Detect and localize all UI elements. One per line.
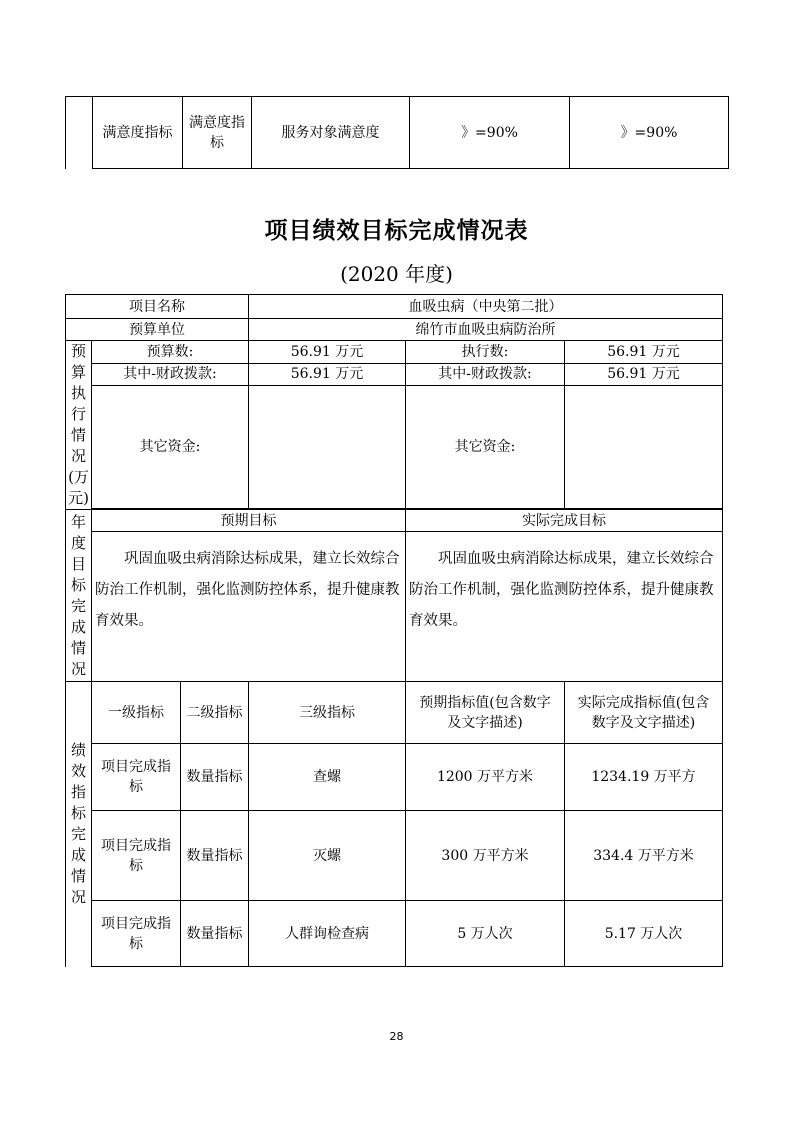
fiscal-budget-label: 其中-财政拨款: <box>92 363 249 386</box>
level3-cell: 服务对象满意度 <box>252 97 410 169</box>
page-subtitle: (2020 年度) <box>340 262 453 286</box>
row2-level2: 数量指标 <box>181 811 249 901</box>
level2-cell: 满意度指 标 <box>183 97 252 169</box>
row3-planned: 5 万人次 <box>406 901 565 967</box>
page-number: 28 <box>389 1030 404 1043</box>
planned-goal-header: 预期目标 <box>92 510 406 532</box>
other-funds-label: 其它资金: <box>92 386 249 509</box>
exec-amount-value: 56.91 万元 <box>565 341 723 364</box>
budget-unit-value: 绵竹市血吸虫病防治所 <box>249 319 723 341</box>
header-planned: 预期指标值(包含数字 及文字描述) <box>406 682 565 744</box>
header-actual: 实际完成指标值(包含 数字及文字描述) <box>565 682 723 744</box>
row3-level2: 数量指标 <box>181 901 249 967</box>
other-exec-value <box>565 386 723 509</box>
budget-section-label: 预 算 执 行 情 况 (万 元) <box>66 341 92 510</box>
row1-planned: 1200 万平方米 <box>406 744 565 811</box>
indicator-section-label: 绩 效 指 标 完 成 情 况 <box>66 682 92 967</box>
page-title: 项目绩效目标完成情况表 <box>264 218 529 244</box>
row2-level3: 灭螺 <box>249 811 406 901</box>
row1-actual: 1234.19 万平方 <box>565 744 723 811</box>
fiscal-exec-label: 其中-财政拨款: <box>406 363 565 386</box>
blank-cell <box>66 97 93 169</box>
header-level2: 二级指标 <box>181 682 249 744</box>
actual-value-cell: 》=90% <box>570 97 729 169</box>
header-level1: 一级指标 <box>92 682 181 744</box>
exec-amount-label: 执行数: <box>406 341 565 364</box>
row3-level1: 项目完成指 标 <box>92 901 181 967</box>
performance-table <box>65 294 723 967</box>
planned-goal-text: 巩固血吸虫病消除达标成果，建立长效综合防治工作机制，强化监测防控体系，提升健康教育效果。 <box>92 532 406 682</box>
annual-section-label: 年 度 目 标 完 成 情 况 <box>66 510 92 682</box>
fiscal-exec-value: 56.91 万元 <box>565 363 723 386</box>
fiscal-budget-value: 56.91 万元 <box>249 363 406 386</box>
row2-level1: 项目完成指 标 <box>92 811 181 901</box>
budget-unit-label: 预算单位 <box>66 319 249 341</box>
row1-level1: 项目完成指 标 <box>92 744 181 811</box>
row1-level3: 查螺 <box>249 744 406 811</box>
other-exec-label: 其它资金: <box>406 386 565 509</box>
level1-cell: 满意度指标 <box>93 97 183 169</box>
project-name-value: 血吸虫病（中央第二批） <box>249 295 723 319</box>
planned-value-cell: 》=90% <box>410 97 570 169</box>
row1-level2: 数量指标 <box>181 744 249 811</box>
budget-amount-label: 预算数: <box>92 341 249 364</box>
row2-actual: 334.4 万平方米 <box>565 811 723 901</box>
row2-planned: 300 万平方米 <box>406 811 565 901</box>
actual-goal-text: 巩固血吸虫病消除达标成果，建立长效综合防治工作机制，强化监测防控体系，提升健康教育效果。 <box>406 532 723 682</box>
other-funds-value <box>249 386 406 509</box>
row3-actual: 5.17 万人次 <box>565 901 723 967</box>
header-level3: 三级指标 <box>249 682 406 744</box>
continuation-table <box>65 96 729 169</box>
actual-goal-header: 实际完成目标 <box>406 510 723 532</box>
budget-amount-value: 56.91 万元 <box>249 341 406 364</box>
project-name-label: 项目名称 <box>66 295 249 319</box>
row3-level3: 人群询检查病 <box>249 901 406 967</box>
